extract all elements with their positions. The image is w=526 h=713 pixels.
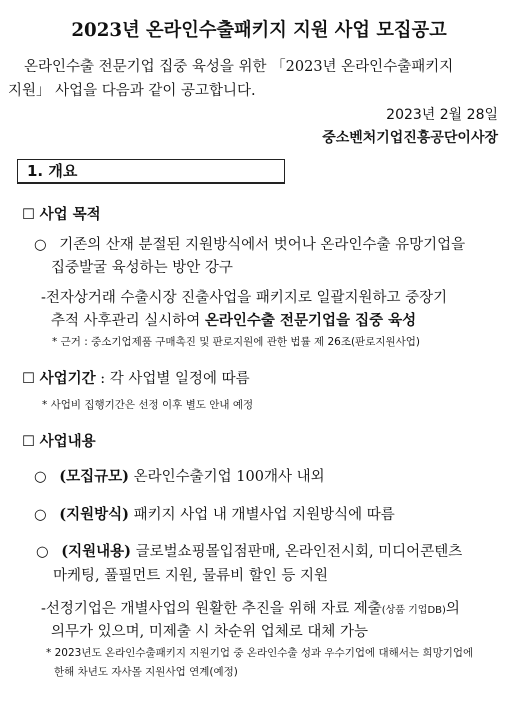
intro-line-1: 온라인수출 전문기업 집중 육성을 위한 「2023년 온라인수출패키지 [24,59,454,75]
purpose-dash-plain: 추적 사후관리 실시하여 [51,313,205,329]
page-title: 2023년 온라인수출패키지 지원 사업 모집공고 [71,20,447,41]
circle-bullet-icon: ○ [36,544,49,560]
content-item-2 [34,503,395,524]
content-dash-line1 [41,597,460,618]
purpose-note: * 근거 : 중소기업제품 구매촉진 및 판로지원에 관한 법률 제 26조(판로지원사업) [52,336,421,348]
period-heading [22,367,250,388]
content-item-3-label: (지원내용) [61,543,132,560]
circle-bullet-icon: ○ [34,237,47,253]
circle-bullet-icon: ○ [34,469,47,485]
purpose-label: 사업 목적 [39,206,101,223]
content-item-3-text: 글로벌쇼핑몰입점판매, 온라인전시회, 미디어콘텐츠 [131,544,463,560]
content-item-2-label: (지원방식) [59,506,130,523]
content-item-3 [36,540,462,561]
content-item-1-label: (모집규모) [59,468,130,485]
period-note: * 사업비 집행기간은 선정 이후 별도 안내 예정 [42,399,254,411]
period-value: : 각 사업별 일정에 따름 [95,371,250,387]
purpose-dash-line1: -전자상거래 수출시장 진출사업을 패키지로 일괄지원하고 중장기 [41,290,448,306]
content-note-line1: * 2023년도 온라인수출패키지 지원기업 중 온라인수출 성과 우수기업에 대해서는 희망기업에 [46,647,474,659]
purpose-heading [22,203,101,224]
issuer-name: 중소벤처기업진흥공단이사장 [322,130,498,146]
content-item-2-text: 패키지 사업 내 개별사업 지원방식에 따름 [129,507,395,523]
content-item-1 [34,465,325,486]
content-item-1-text: 온라인수출기업 100개사 내외 [129,469,325,485]
content-dash-small: (상품 기업DB) [381,605,446,616]
purpose-dash-bold: 온라인수출 전문기업을 집중 육성 [204,312,417,329]
content-dash-line2: 의무가 있으며, 미제출 시 차순위 업체로 대체 가능 [51,624,369,640]
circle-bullet-icon: ○ [34,507,47,523]
checkbox-icon: ☐ [22,207,35,223]
content-label: 사업내용 [39,433,96,450]
announcement-date: 2023년 2월 28일 [386,107,498,123]
content-heading [22,430,96,451]
content-note-line2: 한해 차년도 자사몰 지원사업 연계(예정) [54,666,238,678]
purpose-bullet-line1: 기존의 산재 분절된 지원방식에서 벗어나 온라인수출 유망기업을 [59,237,466,253]
content-dash-text-a: -선정기업은 개별사업의 원활한 추진을 위해 자료 제출 [41,601,382,617]
checkbox-icon: ☐ [22,371,35,387]
purpose-bullet [34,233,465,254]
checkbox-icon: ☐ [22,434,35,450]
content-dash-text-b: 의 [445,601,460,617]
content-item-3-line2: 마케팅, 풀필먼트 지원, 물류비 할인 등 지원 [53,568,328,584]
purpose-dash-line2 [51,309,416,330]
purpose-bullet-line2: 집중발굴 육성하는 방안 강구 [51,260,233,276]
section-heading: 1. 개요 [27,162,78,180]
intro-line-2: 지원」 사업을 다음과 같이 공고합니다. [8,83,256,99]
period-label: 사업기간 [39,370,96,387]
